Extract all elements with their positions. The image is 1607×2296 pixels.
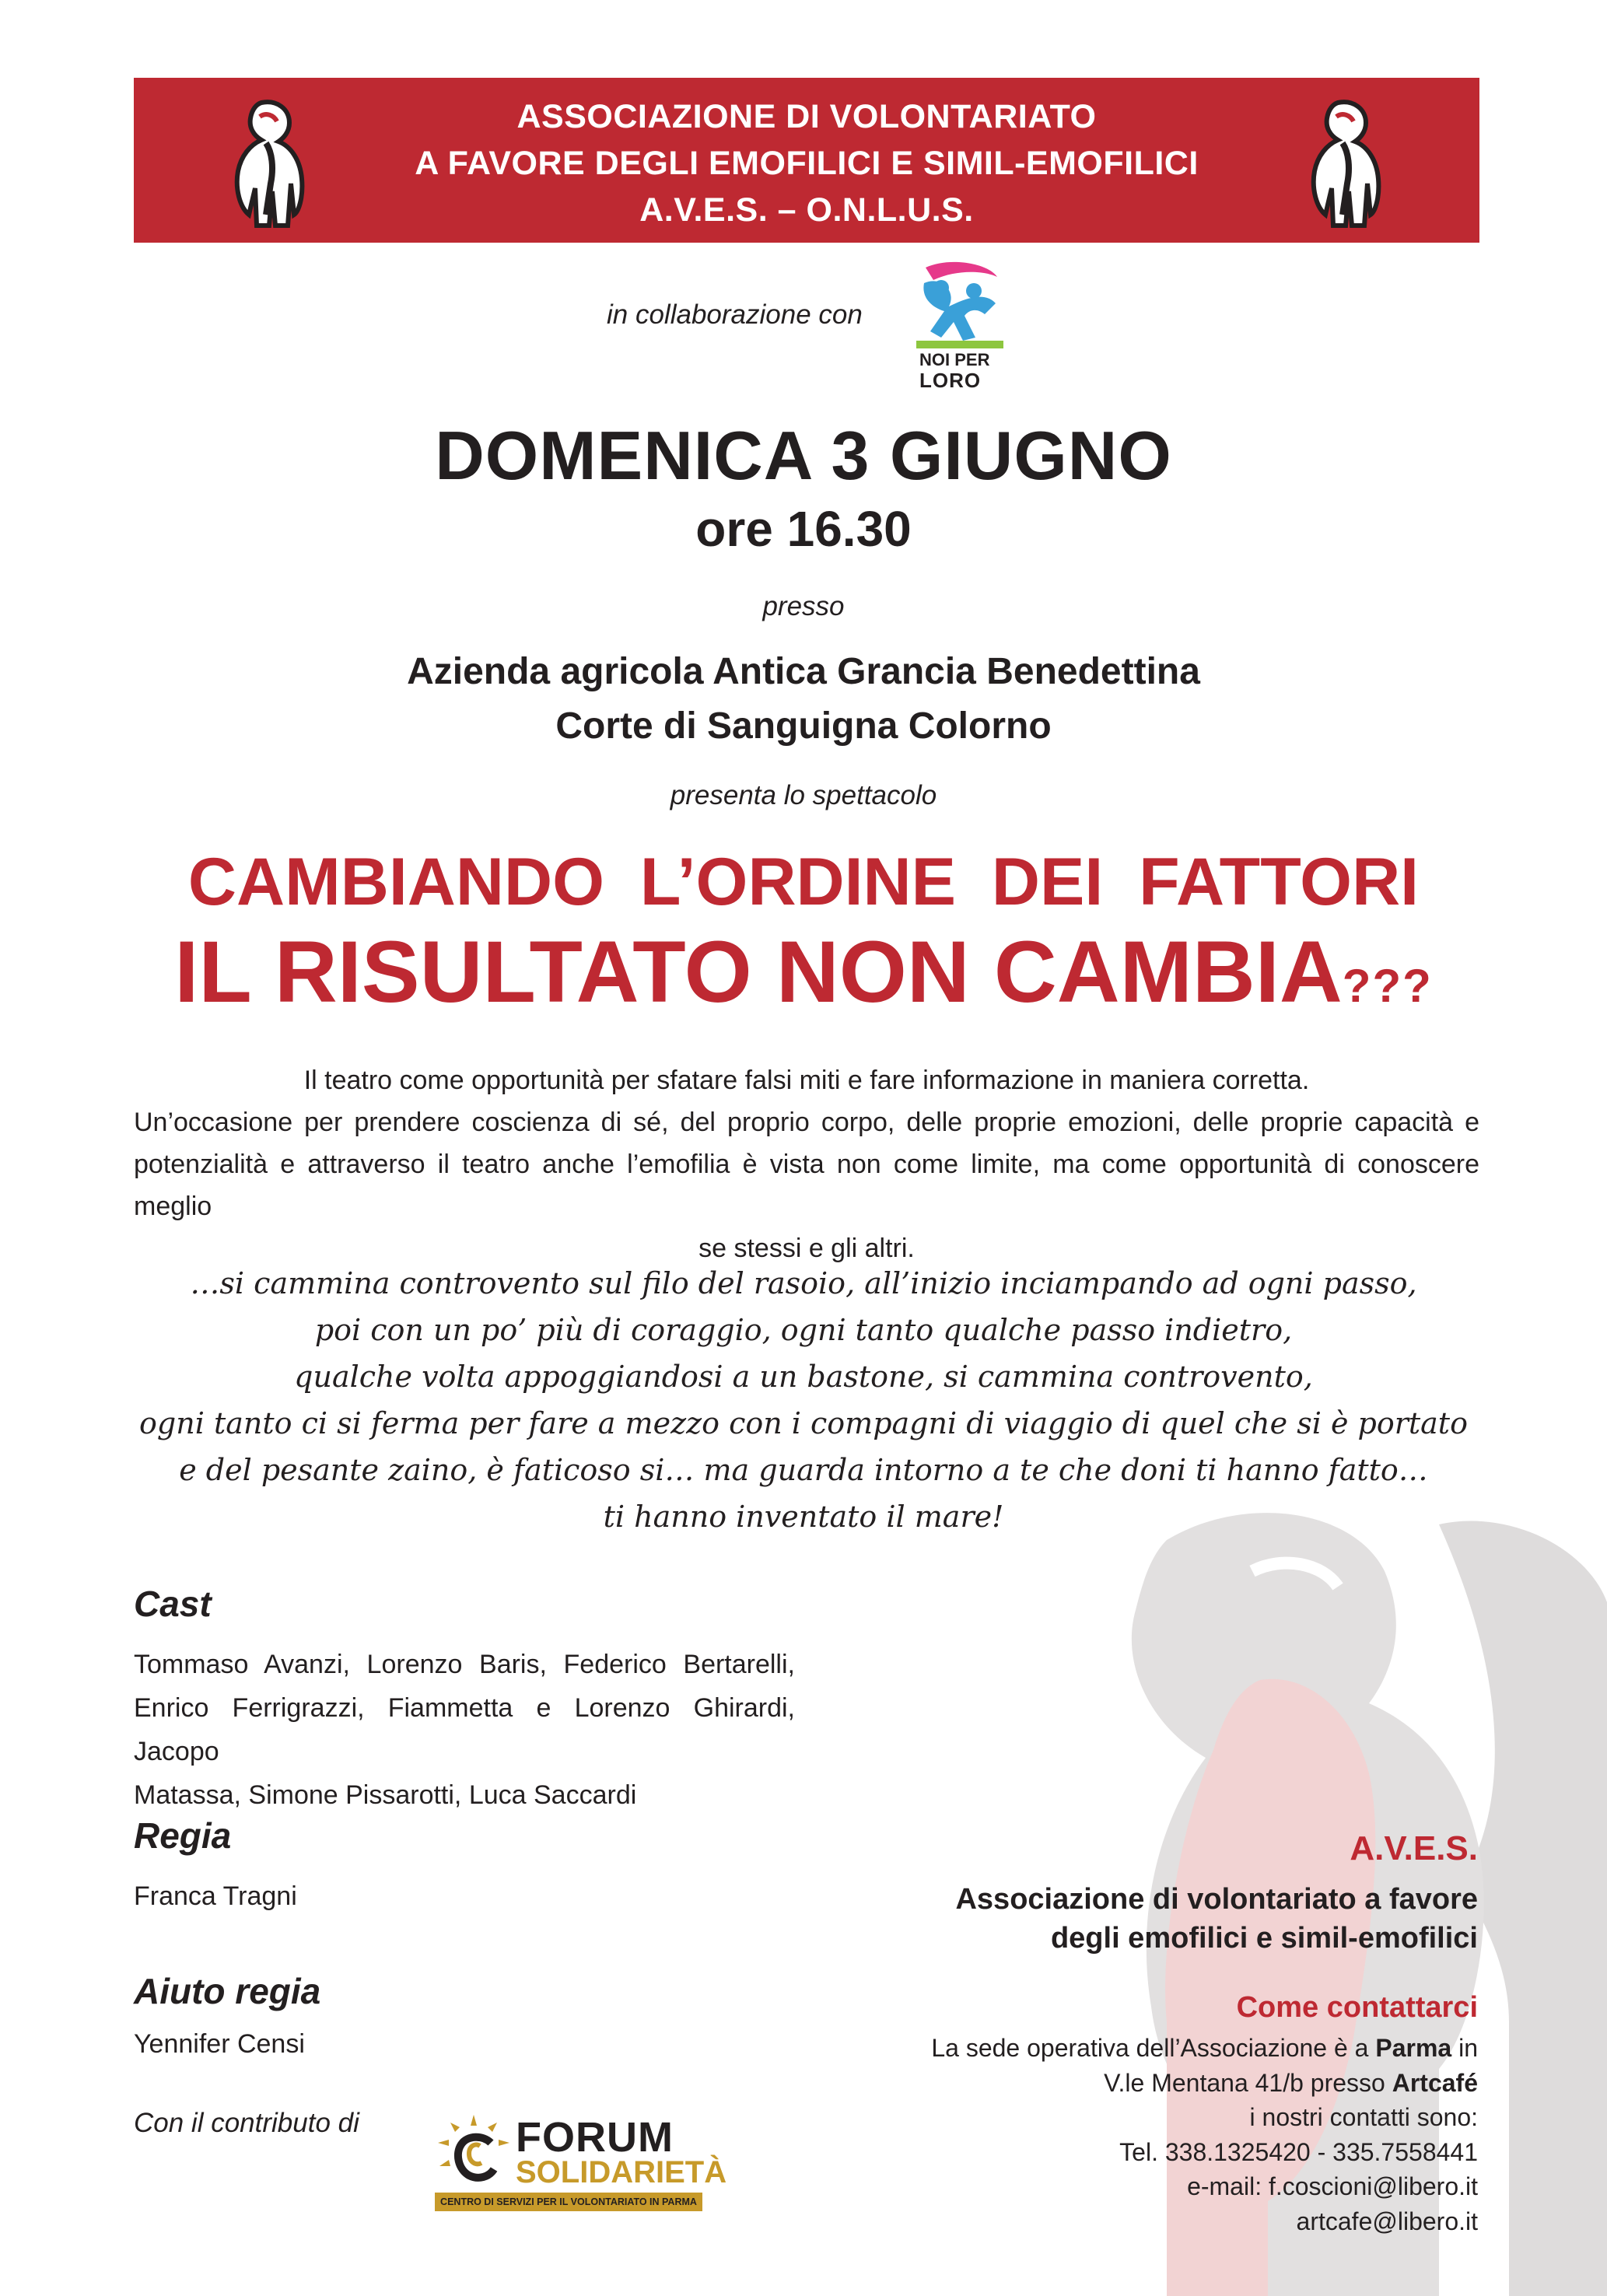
quote-line-4: ogni tanto ci si ferma per fare a mezzo con i compagni di viaggio di quel che si è portato [139, 1406, 1468, 1440]
forum-logo-subtitle: SOLIDARIETÀ [516, 2155, 727, 2189]
aiuto-regia-name: Yennifer Censi [134, 2029, 305, 2059]
noi-per-loro-logo-text-2: LORO [919, 369, 982, 392]
presso-label: presso [762, 591, 845, 621]
venue-name: Azienda agricola Antica Grancia Benedettina [407, 651, 1200, 692]
presents-label: presenta lo spettacolo [670, 780, 937, 810]
contact-address-suffix: in [1451, 2034, 1478, 2062]
forum-solidarieta-logo [432, 2112, 727, 2214]
noi-per-loro-figures-icon [910, 260, 1011, 350]
quote-line-3: qualche volta appoggiandosi a un bastone, si cammina controvento, [294, 1360, 1313, 1394]
quote-line-2: poi con un po’ più di coraggio, ogni tanto qualche passo indietro, [314, 1313, 1293, 1347]
aves-description [778, 1880, 1478, 1958]
header-line-1: ASSOCIAZIONE DI VOLONTARIATO [516, 98, 1097, 135]
contact-line-3: i nostri contatti sono: [1249, 2103, 1478, 2131]
contributo-text: Con il contributo di [134, 2108, 359, 2138]
quote-line-6: ti hanno inventato il mare! [603, 1500, 1004, 1534]
contact-phone[interactable]: Tel. 338.1325420 - 335.7558441 [1119, 2137, 1478, 2166]
contact-city: Parma [1375, 2034, 1452, 2062]
show-title-line-1: CAMBIANDO L’ORDINE DEI FATTORI [187, 845, 1420, 919]
cast-label: Cast [134, 1584, 212, 1624]
cast-line-3: Matassa, Simone Pissarotti, Luca Saccardi [134, 1780, 637, 1810]
poetic-quote [117, 1260, 1490, 1540]
venue-location: Corte di Sanguigna Colorno [555, 705, 1052, 747]
forum-logo-title: FORUM [516, 2114, 674, 2161]
contact-email-2[interactable]: artcafe@libero.it [1296, 2207, 1478, 2235]
contact-title: Come contattarci [1236, 1991, 1478, 2024]
cast-line-2: Enrico Ferrigrazzi, Fiammetta e Lorenzo Ghirardi, Jacopo [134, 1693, 795, 1766]
show-title-main: IL RISULTATO NON CAMBIA [174, 923, 1343, 1020]
show-title-line-2 [0, 922, 1607, 1022]
quote-line-1: …si cammina controvento sul filo del rasoio, all’inizio inciampando ad ogni passo, [190, 1266, 1417, 1300]
regia-label: Regia [134, 1815, 232, 1856]
forum-sun-icon [432, 2112, 516, 2193]
event-time: ore 16.30 [695, 501, 912, 557]
noi-per-loro-logo-text-1: NOI PER [919, 350, 990, 369]
forum-logo-strip: CENTRO DI SERVIZI PER IL VOLONTARIATO IN PARMA [435, 2193, 702, 2211]
quote-line-5: e del pesante zaino, è faticoso si… ma guarda intorno a te che doni ti hanno fatto… [179, 1453, 1428, 1487]
aves-info-block [778, 1824, 1478, 2238]
aves-title: A.V.E.S. [1350, 1829, 1478, 1867]
contact-line-2 [778, 2066, 1478, 2101]
show-description [134, 1059, 1479, 1269]
description-line-4: se stessi e gli altri. [698, 1234, 915, 1263]
show-title-question-marks: ??? [1342, 960, 1433, 1012]
aves-desc-line-1: Associazione di volontariato a favore [955, 1883, 1478, 1916]
header-line-2: A FAVORE DEGLI EMOFILICI E SIMIL-EMOFILICI [415, 145, 1199, 182]
contact-line-1 [778, 2031, 1478, 2066]
noi-per-loro-logo [910, 260, 1011, 394]
description-line-1: Il teatro come opportunità per sfatare falsi miti e fare informazione in maniera corretta. [303, 1066, 1310, 1095]
contact-venue: Artcafé [1392, 2068, 1478, 2097]
event-date-title: DOMENICA 3 GIUGNO [435, 417, 1172, 494]
aves-logo-figure-icon [1302, 98, 1388, 229]
contact-address-prefix: La sede operativa dell’Associazione è a [931, 2034, 1376, 2062]
contact-street: V.le Mentana 41/b presso [1104, 2068, 1392, 2097]
contact-details [778, 2031, 1478, 2238]
header-banner [134, 78, 1479, 243]
description-line-2: Un’occasione per prendere coscienza di sé, del proprio corpo, delle proprie emozioni, delle proprie capacità e [134, 1108, 1479, 1137]
cast-line-1: Tommaso Avanzi, Lorenzo Baris, Federico Bertarelli, [134, 1650, 795, 1679]
aiuto-regia-label: Aiuto regia [134, 1971, 321, 2011]
contact-email-1[interactable]: e-mail: f.coscioni@libero.it [1187, 2172, 1478, 2200]
regia-name: Franca Tragni [134, 1881, 297, 1911]
header-line-3: A.V.E.S. – O.N.L.U.S. [639, 191, 974, 229]
collaboration-text: in collaborazione con [607, 299, 863, 330]
aves-desc-line-2: degli emofilici e simil-emofilici [1050, 1922, 1478, 1955]
cast-names [134, 1643, 795, 1817]
description-line-3: potenzialità e attraverso il teatro anche l’emofilia è vista non come limite, ma come opportunità di conoscere meglio [134, 1150, 1479, 1221]
